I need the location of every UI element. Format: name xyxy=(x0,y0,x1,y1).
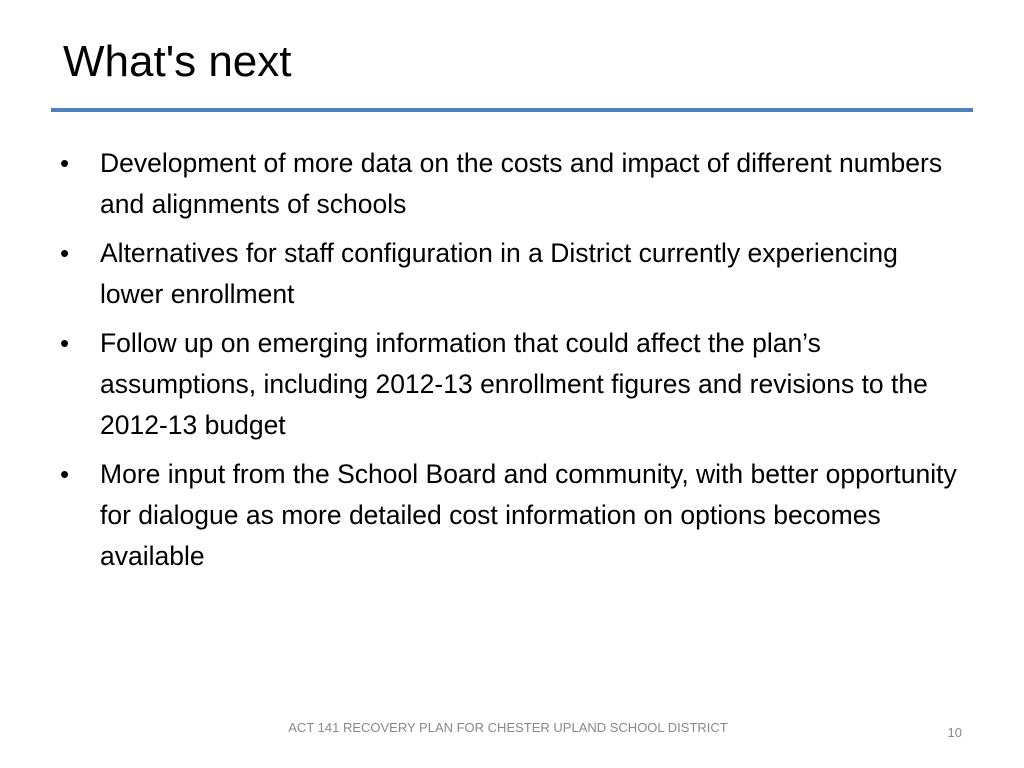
bullet-text: Alternatives for staff configuration in a District currently experiencing lower enrollment xyxy=(100,238,898,309)
bullet-list xyxy=(60,143,960,585)
slide-number: 10 xyxy=(947,725,962,740)
bullet-item xyxy=(60,323,960,446)
bullet-text: Development of more data on the costs and impact of different numbers and alignments of schools xyxy=(100,148,943,219)
bullet-item xyxy=(60,454,960,577)
bullet-item xyxy=(60,233,960,315)
bullet-dot-icon: • xyxy=(60,238,70,268)
bullet-dot-icon: • xyxy=(60,459,70,489)
bullet-text: Follow up on emerging information that could affect the plan’s assumptions, including 2012-13 enrollment figures and revisions to the 2012-13 budget xyxy=(100,328,928,440)
bullet-text: More input from the School Board and community, with better opportunity for dialogue as more detailed cost information on options becomes available xyxy=(100,459,957,571)
title-divider xyxy=(51,108,973,112)
slide-footer: ACT 141 RECOVERY PLAN FOR CHESTER UPLAND SCHOOL DISTRICT xyxy=(288,720,728,735)
slide-title: What's next xyxy=(63,37,292,86)
bullet-item xyxy=(60,143,960,225)
bullet-dot-icon: • xyxy=(60,148,70,178)
bullet-dot-icon: • xyxy=(60,328,70,358)
